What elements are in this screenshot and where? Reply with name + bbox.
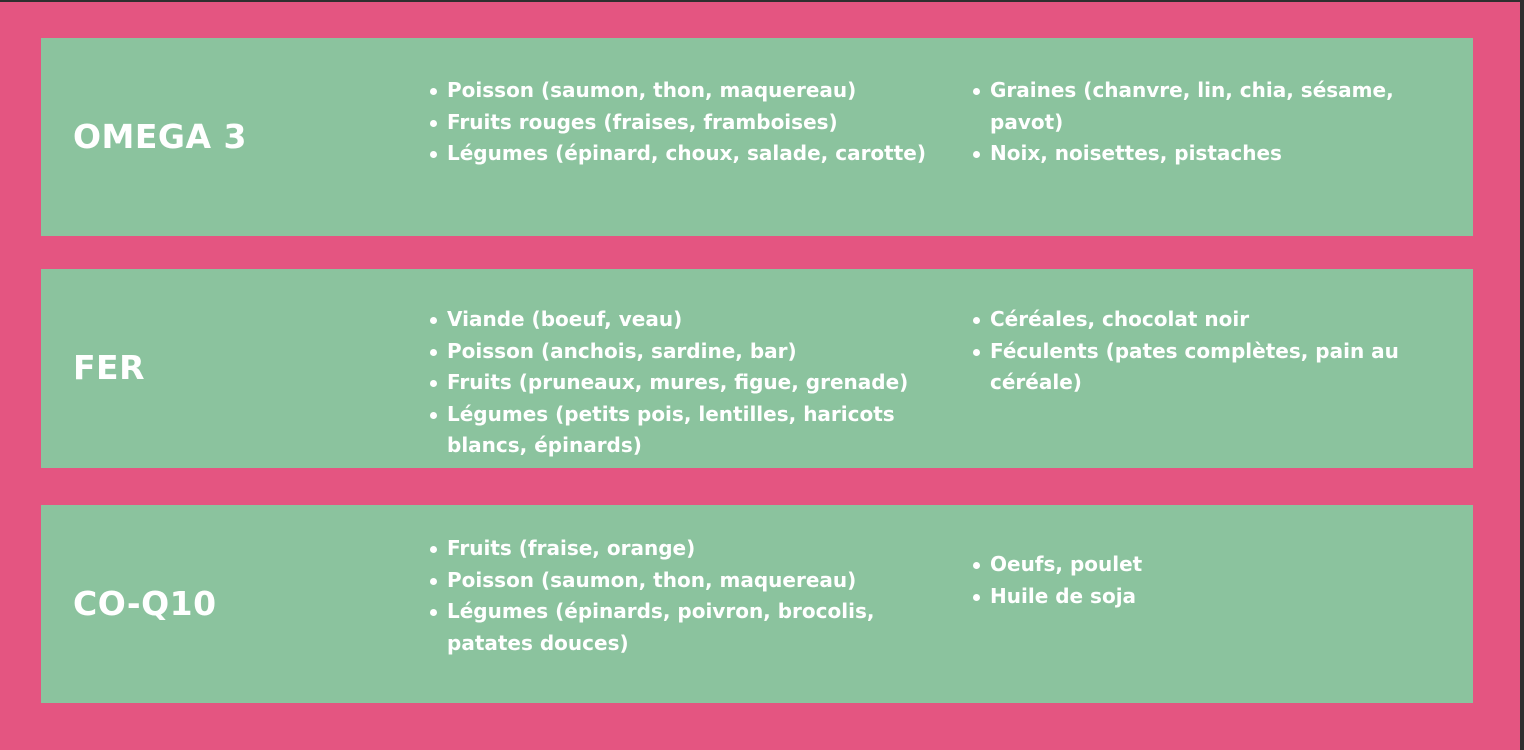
food-list-item: Légumes (petits pois, lentilles, haricots blancs, épinards) (426, 399, 946, 462)
food-list-left (426, 75, 946, 170)
food-list-right (969, 304, 1469, 399)
nutrient-title: FER (73, 348, 145, 387)
food-list-right (969, 75, 1469, 170)
food-list-item: Noix, noisettes, pistaches (969, 138, 1469, 170)
food-list-item: Oeufs, poulet (969, 549, 1469, 581)
food-list-item: Céréales, chocolat noir (969, 304, 1469, 336)
food-list-item: Poisson (saumon, thon, maquereau) (426, 75, 946, 107)
nutrient-title: OMEGA 3 (73, 117, 248, 156)
food-list-left (426, 304, 946, 462)
food-list-item: Huile de soja (969, 581, 1469, 613)
food-list-item: Fruits (pruneaux, mures, figue, grenade) (426, 367, 946, 399)
food-list-item: Poisson (anchois, sardine, bar) (426, 336, 946, 368)
food-list-item: Légumes (épinards, poivron, brocolis, patates douces) (426, 596, 946, 659)
food-list-item: Fruits rouges (fraises, framboises) (426, 107, 946, 139)
food-list-item: Poisson (saumon, thon, maquereau) (426, 565, 946, 597)
food-list-right (969, 549, 1469, 612)
nutrient-panel-co-q10 (41, 505, 1473, 703)
nutrient-panel-omega-3 (41, 38, 1473, 236)
food-list-item: Fruits (fraise, orange) (426, 533, 946, 565)
food-list-item: Graines (chanvre, lin, chia, sésame, pavot) (969, 75, 1469, 138)
nutrient-panel-fer (41, 269, 1473, 468)
nutrient-title: CO-Q10 (73, 584, 217, 623)
food-list-item: Féculents (pates complètes, pain au céréale) (969, 336, 1469, 399)
food-list-item: Légumes (épinard, choux, salade, carotte) (426, 138, 946, 170)
food-list-left (426, 533, 946, 659)
food-list-item: Viande (boeuf, veau) (426, 304, 946, 336)
page-background (0, 2, 1522, 750)
